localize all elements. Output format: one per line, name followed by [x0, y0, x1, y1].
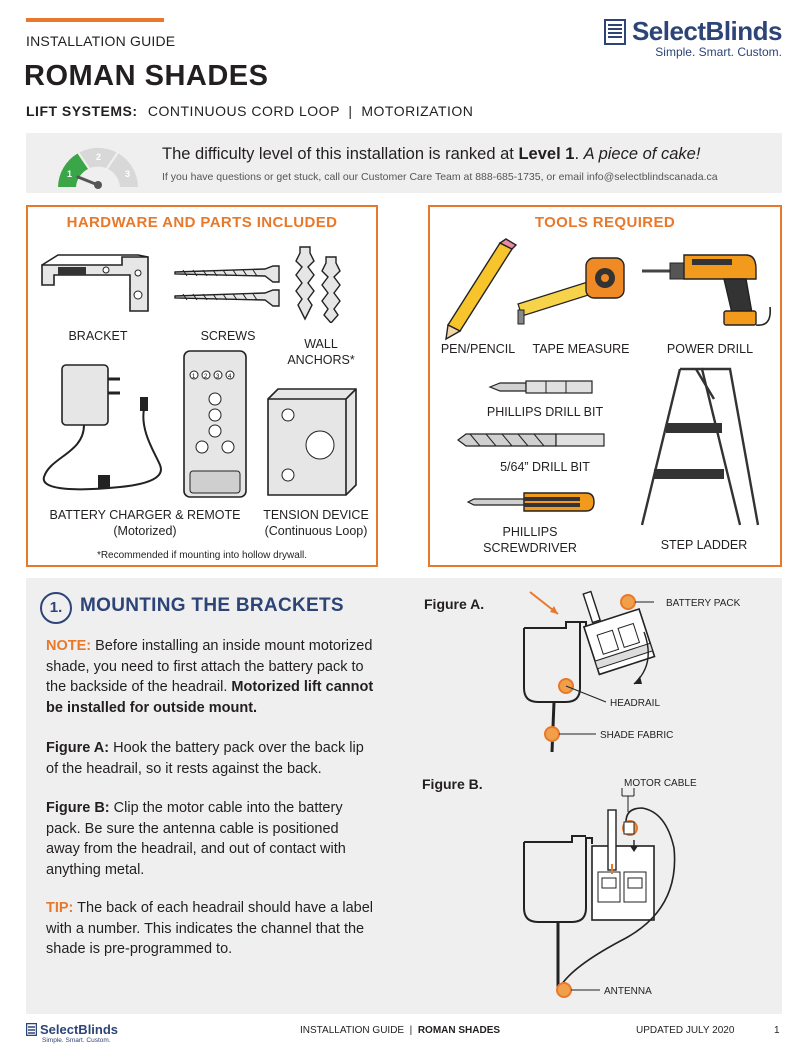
page-number: 1 [774, 1025, 780, 1036]
wall-anchors-icon [290, 243, 350, 323]
pencil-icon [438, 237, 518, 341]
contact-info: If you have questions or get stuck, call our Customer Care Team at 888-685-1735, or email info@selectblindscanada.ca [162, 171, 718, 183]
remote-button-4: 4 [228, 374, 232, 380]
tape-measure-icon [516, 252, 626, 326]
motor-cable-callout: MOTOR CABLE [624, 778, 697, 789]
step-title: MOUNTING THE BRACKETS [80, 595, 344, 616]
power-drill-icon [640, 247, 776, 333]
tip-text: The back of each headrail should have a label with a number. This indicates the channel that the shade is pre-programmed to. [46, 900, 373, 957]
step-ladder-icon [640, 365, 760, 531]
remote-button-3: 3 [216, 374, 220, 380]
gauge-level-3: 3 [125, 169, 131, 179]
step-number: 1. [40, 592, 72, 624]
screws-icon [173, 262, 281, 312]
figure-a-paragraph [46, 738, 376, 779]
figure-b-text: Clip the motor cable into the battery pack. Be sure the antenna cable is positioned away from the headrail, and out of contact with anything metal. [46, 800, 346, 878]
footer-logo-name: SelectBlinds [40, 1022, 119, 1037]
note-label: NOTE: [46, 638, 92, 654]
footer-logo[interactable] [26, 1022, 118, 1044]
gauge-level-1: 1 [67, 169, 73, 179]
footer-doc-prefix: INSTALLATION GUIDE | [300, 1025, 418, 1036]
battery-charger-icon [40, 357, 178, 497]
footer-tagline: Simple. Smart. Custom. [42, 1037, 111, 1044]
gauge-level-2: 2 [96, 152, 102, 162]
battery-pack-callout: BATTERY PACK [666, 598, 741, 609]
anchors-footnote: *Recommended if mounting into hollow drywall. [96, 550, 308, 561]
figure-a-text: Hook the battery pack over the back lip of the headrail, so it rests against the back. [46, 740, 364, 777]
difficulty-level: Level 1 [518, 145, 575, 163]
screws-label: SCREWS [200, 329, 256, 343]
page-title: ROMAN SHADES [24, 60, 269, 92]
tip-label: TIP: [46, 900, 74, 916]
logo-tagline: Simple. Smart. Custom. [655, 45, 782, 59]
drill-bit-label: 5/64” DRILL BIT [500, 460, 590, 474]
tension-label-title: TENSION DEVICE [263, 508, 369, 522]
antenna-callout: ANTENNA [604, 986, 652, 997]
figure-b-paragraph [46, 798, 376, 880]
header-accent-bar [26, 18, 164, 22]
note-text: Before installing an inside mount motorized shade, you need to first attach the battery pack to the backside of the headrail. [46, 638, 373, 695]
pencil-label: PEN/PENCIL [440, 342, 516, 356]
remote-button-2: 2 [204, 374, 208, 380]
lift-systems-line [26, 103, 473, 119]
tip-paragraph [46, 898, 376, 960]
tension-device-icon [266, 387, 358, 499]
screwdriver-icon [466, 487, 596, 517]
blinds-logo-icon [604, 19, 626, 45]
figure-b-title: Figure B. [422, 776, 483, 792]
difficulty-gauge-icon [50, 139, 146, 191]
tension-label-sub: (Continuous Loop) [264, 523, 368, 538]
figure-b-label: Figure B: [46, 800, 110, 816]
note-paragraph [46, 636, 376, 718]
hardware-title: HARDWARE AND PARTS INCLUDED [66, 214, 338, 231]
bracket-label: BRACKET [68, 329, 128, 343]
remote-button-1: 1 [192, 374, 196, 380]
difficulty-emphasis: A piece of cake! [583, 145, 701, 163]
brand-logo[interactable] [604, 16, 782, 59]
logo-name: SelectBlinds [631, 16, 782, 46]
figure-b-diagram [516, 788, 676, 1002]
difficulty-text [162, 145, 700, 164]
screwdriver-label: PHILLIPS SCREWDRIVER [483, 525, 577, 555]
footer-doc-bold: ROMAN SHADES [417, 1025, 501, 1036]
guide-label: INSTALLATION GUIDE [26, 33, 176, 49]
drill-label: POWER DRILL [666, 342, 754, 356]
lift-systems-values: CONTINUOUS CORD LOOP | MOTORIZATION [147, 103, 474, 119]
figure-a-label: Figure A: [46, 740, 110, 756]
footer-blinds-icon [26, 1023, 37, 1036]
ladder-label: STEP LADDER [660, 538, 748, 552]
tension-label [256, 508, 376, 539]
difficulty-prefix: The difficulty level of this installation is ranked at [162, 145, 519, 163]
tape-label: TAPE MEASURE [532, 342, 630, 356]
phillips-bit-label: PHILLIPS DRILL BIT [486, 405, 604, 419]
charger-label-title: BATTERY CHARGER & REMOTE [49, 508, 241, 522]
hardware-box [26, 205, 378, 567]
figure-a-title: Figure A. [424, 596, 485, 612]
drill-bit-icon [456, 431, 606, 449]
tools-title: TOOLS REQUIRED [534, 214, 676, 231]
wall-anchors-label: WALL ANCHORS* [287, 337, 355, 367]
difficulty-suffix: . [574, 145, 584, 163]
charger-label-sub: (Motorized) [113, 523, 177, 538]
phillips-bit-icon [486, 377, 596, 397]
shade-fabric-callout: SHADE FABRIC [600, 730, 674, 741]
footer-updated: UPDATED JULY 2020 [636, 1025, 735, 1036]
bracket-icon [38, 245, 156, 317]
note-bold: Motorized lift cannot be installed for outside mount. [46, 679, 374, 716]
headrail-callout: HEADRAIL [610, 698, 661, 709]
tools-box [428, 205, 782, 567]
remote-icon [182, 349, 250, 501]
footer-doc-title [300, 1025, 500, 1036]
difficulty-panel [26, 133, 782, 193]
charger-label [30, 508, 260, 539]
lift-systems-label: LIFT SYSTEMS: [26, 103, 138, 119]
